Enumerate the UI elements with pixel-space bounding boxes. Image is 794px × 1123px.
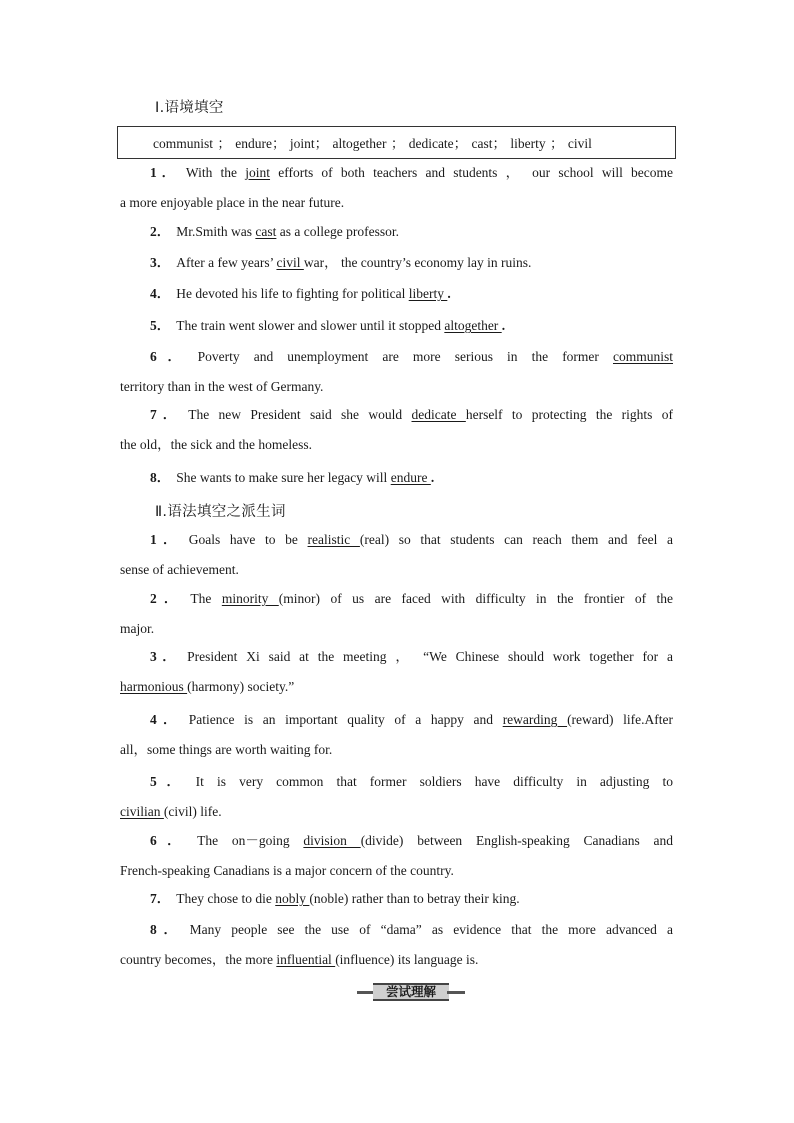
s1-item-8: 8． She wants to make sure her legacy will endure . bbox=[150, 470, 435, 485]
s2-item-2: 2． The minority (minor) of us are faced with difficulty in the frontier of the major. bbox=[120, 591, 674, 636]
banner-bar-right bbox=[447, 991, 465, 994]
s1-item-6: 6． Poverty and unemployment are more serious in the former communist territory than in the west of Germany. bbox=[120, 349, 673, 394]
answer-blank: minority bbox=[221, 591, 279, 606]
answer-blank: endure bbox=[390, 470, 431, 485]
s2-item-5: 5． It is very common that former soldiers have difficulty in adjusting to civilian (civil) life. bbox=[120, 774, 673, 819]
answer-blank: cast bbox=[255, 224, 277, 239]
answer-blank: dedicate bbox=[411, 407, 466, 422]
answer-blank: realistic bbox=[307, 532, 360, 547]
answer-blank: influential bbox=[276, 952, 336, 967]
s1-item-3: 3． After a few years’ civil war， the country’s economy lay in ruins. bbox=[150, 255, 532, 270]
s1-item-5: 5． The train went slower and slower until it stopped altogether . bbox=[150, 318, 506, 333]
answer-blank: civil bbox=[276, 255, 304, 270]
s1-item-2: 2． Mr.Smith was cast as a college professor. bbox=[150, 224, 399, 239]
answer-blank: rewarding bbox=[502, 712, 568, 727]
section2-title: Ⅱ.语法填空之派生词 bbox=[155, 504, 286, 520]
answer-blank: division bbox=[303, 833, 361, 848]
answer-blank: harmonious bbox=[120, 679, 188, 694]
s2-item-7: 7． They chose to die nobly (noble) rather than to betray their king. bbox=[150, 891, 520, 906]
answer-blank: liberty bbox=[408, 286, 448, 301]
answer-blank: nobly bbox=[275, 891, 310, 906]
answer-blank: communist bbox=[613, 349, 673, 364]
s1-item-1: 1． With the joint efforts of both teachers and students ， our school will become a more enjoyable place in the near future. bbox=[120, 165, 673, 210]
word-bank-box: communist ； endure； joint； altogether ； dedicate； cast； liberty ； civil bbox=[117, 126, 676, 159]
s2-item-8: 8． Many people see the use of “dama” as evidence that the more advanced a country becomes，the more influential (influence) its language is. bbox=[120, 922, 673, 967]
s1-item-4: 4． He devoted his life to fighting for political liberty . bbox=[150, 286, 451, 301]
s2-item-4: 4． Patience is an important quality of a happy and rewarding (reward) life.After all，some things are worth waiting for. bbox=[120, 712, 674, 757]
answer-blank: civilian bbox=[120, 804, 164, 819]
answer-blank: altogether bbox=[444, 318, 502, 333]
banner-label: 尝试理解 bbox=[373, 983, 449, 1001]
s2-item-1: 1． Goals have to be realistic (real) so that students can reach them and feel a sense of achievement. bbox=[120, 532, 674, 577]
s2-item-3: 3． President Xi said at the meeting ， “We Chinese should work together for a harmonious (harmony) society.” bbox=[120, 649, 674, 694]
s1-item-7: 7． The new President said she would dedicate herself to protecting the rights of the old，the sick and the homeless. bbox=[120, 407, 674, 452]
answer-blank: joint bbox=[245, 165, 271, 180]
section-banner bbox=[357, 983, 465, 1001]
section1-title: Ⅰ.语境填空 bbox=[155, 100, 224, 116]
s2-item-6: 6． The on－going division (divide) between English-speaking Canadians and French-speaking Canadians is a major concern of the country. bbox=[120, 833, 673, 878]
